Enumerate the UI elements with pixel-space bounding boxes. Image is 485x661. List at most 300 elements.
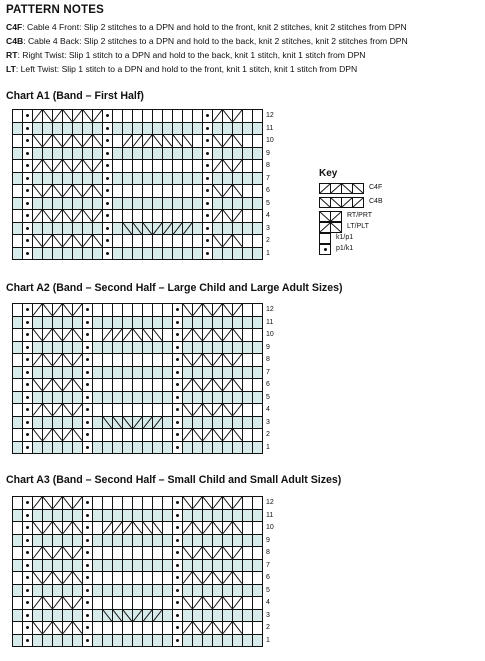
chart-cell <box>163 235 172 247</box>
chart-cell <box>93 379 102 391</box>
purl-dot <box>176 564 179 567</box>
chart-cell <box>13 304 22 316</box>
chart-cell <box>223 572 232 584</box>
chart-cell <box>143 442 152 454</box>
chart-cell <box>133 585 142 597</box>
chart-cell <box>83 417 92 429</box>
row-number: 4 <box>266 406 270 413</box>
chart-cell <box>183 235 192 247</box>
chart-cell <box>163 510 172 522</box>
chart-cell <box>53 497 62 509</box>
twist-symbol <box>43 160 52 172</box>
chart-cell <box>183 173 192 185</box>
chart-cell <box>153 223 162 235</box>
chart-cell <box>163 429 172 441</box>
twist-symbol <box>53 404 62 416</box>
purl-dot <box>206 164 209 167</box>
chart-cell <box>103 198 112 210</box>
chart-cell <box>243 522 252 534</box>
row-number: 10 <box>266 137 274 144</box>
chart-cell <box>73 404 82 416</box>
key-cell <box>320 198 330 207</box>
chart-cell <box>83 585 92 597</box>
twist-symbol <box>123 135 132 147</box>
chart-cell <box>63 248 72 260</box>
row-number: 11 <box>266 318 274 326</box>
chart-cell <box>143 585 152 597</box>
chart-cell <box>123 235 132 247</box>
chart-a1-title: Chart A1 (Band – First Half) <box>6 90 144 102</box>
chart-cell <box>153 304 162 316</box>
chart-cell <box>153 572 162 584</box>
chart-cell <box>123 317 132 329</box>
twist-symbol <box>193 497 202 509</box>
chart-cell <box>193 392 202 404</box>
chart-cell <box>203 497 212 509</box>
twist-symbol <box>113 329 122 341</box>
chart-cell <box>173 248 182 260</box>
twist-symbol <box>183 304 192 316</box>
chart-cell <box>83 223 92 235</box>
twist-symbol <box>233 110 242 122</box>
twist-symbol <box>53 110 62 122</box>
twist-symbol <box>203 547 212 559</box>
chart-cell <box>223 110 232 122</box>
chart-cell <box>193 597 202 609</box>
chart-cell <box>63 404 72 416</box>
twist-symbol <box>33 547 42 559</box>
twist-symbol <box>233 304 242 316</box>
chart-cell <box>93 635 102 647</box>
chart-cell <box>13 547 22 559</box>
chart-cell <box>233 110 242 122</box>
twist-symbol <box>73 135 82 147</box>
twist-symbol <box>203 597 212 609</box>
twist-symbol <box>223 622 232 634</box>
chart-cell <box>103 417 112 429</box>
purl-dot <box>86 421 89 424</box>
chart-cell <box>173 173 182 185</box>
chart-cell <box>223 304 232 316</box>
chart-cell <box>243 610 252 622</box>
chart-cell <box>63 367 72 379</box>
chart-cell <box>23 379 32 391</box>
chart-cell <box>233 185 242 197</box>
chart-cell <box>183 510 192 522</box>
chart-cell <box>243 535 252 547</box>
twist-symbol <box>183 497 192 509</box>
twist-symbol <box>193 622 202 634</box>
chart-cell <box>193 317 202 329</box>
chart-cell <box>123 417 132 429</box>
chart-cell <box>183 560 192 572</box>
row-number: 2 <box>266 237 270 244</box>
chart-cell <box>243 597 252 609</box>
chart-cell <box>183 572 192 584</box>
chart-a2-title: Chart A2 (Band – Second Half – Large Child and Large Adult Sizes) <box>6 282 343 294</box>
purl-dot <box>26 383 29 386</box>
chart-cell <box>93 185 102 197</box>
key-label: LT/PLT <box>347 223 369 230</box>
chart-cell <box>43 304 52 316</box>
purl-dot <box>106 114 109 117</box>
chart-cell <box>153 404 162 416</box>
twist-symbol <box>233 429 242 441</box>
purl-dot <box>106 227 109 230</box>
chart-cell <box>63 317 72 329</box>
chart-cell <box>123 392 132 404</box>
chart-cell <box>233 317 242 329</box>
chart-cell <box>183 610 192 622</box>
chart-cell <box>43 367 52 379</box>
chart-cell <box>223 510 232 522</box>
purl-dot <box>86 576 89 579</box>
chart-cell <box>93 535 102 547</box>
chart-cell <box>73 622 82 634</box>
chart-cell <box>103 497 112 509</box>
chart-cell <box>183 535 192 547</box>
chart-cell <box>233 547 242 559</box>
twist-symbol <box>153 135 162 147</box>
purl-dot <box>106 127 109 130</box>
twist-symbol <box>213 235 222 247</box>
twist-symbol <box>63 597 72 609</box>
chart-cell <box>13 342 22 354</box>
chart-cell <box>113 304 122 316</box>
chart-cell <box>243 497 252 509</box>
chart-cell <box>223 622 232 634</box>
twist-symbol <box>203 304 212 316</box>
chart-cell <box>183 248 192 260</box>
twist-symbol <box>183 379 192 391</box>
chart-cell <box>223 560 232 572</box>
chart-cell <box>103 317 112 329</box>
chart-cell <box>103 304 112 316</box>
twist-symbol <box>73 210 82 222</box>
chart-cell <box>153 342 162 354</box>
chart-cell <box>33 535 42 547</box>
chart-cell <box>23 123 32 135</box>
chart-cell <box>153 535 162 547</box>
chart-cell <box>113 235 122 247</box>
chart-cell <box>223 429 232 441</box>
chart-cell <box>73 110 82 122</box>
chart-cell <box>143 535 152 547</box>
twist-symbol <box>33 622 42 634</box>
chart-cell <box>143 235 152 247</box>
chart-cell <box>63 610 72 622</box>
chart-cell <box>213 497 222 509</box>
chart-cell <box>23 404 32 416</box>
twist-symbol <box>143 522 152 534</box>
row-number: 1 <box>266 636 270 644</box>
chart-cell <box>13 248 22 260</box>
chart-cell <box>103 597 112 609</box>
chart-cell <box>213 392 222 404</box>
twist-symbol <box>53 622 62 634</box>
chart-cell <box>143 597 152 609</box>
chart-cell <box>63 429 72 441</box>
chart-cell <box>153 442 162 454</box>
chart-cell <box>113 547 122 559</box>
twist-symbol <box>93 210 102 222</box>
chart-cell <box>93 417 102 429</box>
chart-cell <box>193 497 202 509</box>
chart-cell <box>173 622 182 634</box>
chart-cell <box>193 510 202 522</box>
chart-cell <box>143 635 152 647</box>
purl-dot <box>206 114 209 117</box>
twist-symbol <box>153 223 162 235</box>
chart-cell <box>33 367 42 379</box>
purl-dot <box>206 202 209 205</box>
chart-cell <box>183 329 192 341</box>
chart-cell <box>103 379 112 391</box>
chart-cell <box>63 560 72 572</box>
twist-symbol <box>123 223 132 235</box>
purl-dot <box>26 114 29 117</box>
row-number: 10 <box>266 331 274 338</box>
key-label: p1/k1 <box>336 245 354 252</box>
chart-cell <box>193 622 202 634</box>
chart-cell <box>233 342 242 354</box>
chart-cell <box>33 198 42 210</box>
chart-cell <box>73 329 82 341</box>
chart-cell <box>163 585 172 597</box>
twist-symbol <box>53 210 62 222</box>
chart-cell <box>253 223 262 235</box>
purl-dot <box>106 152 109 155</box>
chart-cell <box>193 367 202 379</box>
chart-cell <box>133 522 142 534</box>
chart-cell <box>193 110 202 122</box>
chart-cell <box>153 379 162 391</box>
chart-cell <box>13 635 22 647</box>
purl-dot <box>206 177 209 180</box>
chart-cell <box>93 610 102 622</box>
chart-cell <box>113 510 122 522</box>
chart-cell <box>123 510 132 522</box>
chart-cell <box>193 160 202 172</box>
twist-symbol <box>33 235 42 247</box>
chart-cell <box>253 248 262 260</box>
chart-cell <box>223 417 232 429</box>
twist-symbol <box>83 110 92 122</box>
chart-cell <box>213 622 222 634</box>
chart-cell <box>33 135 42 147</box>
chart-cell <box>143 547 152 559</box>
chart-cell <box>163 248 172 260</box>
twist-symbol <box>73 304 82 316</box>
chart-cell <box>23 622 32 634</box>
chart-cell <box>233 585 242 597</box>
chart-cell <box>143 123 152 135</box>
twist-symbol <box>133 610 142 622</box>
chart-cell <box>13 198 22 210</box>
chart-cell <box>243 329 252 341</box>
chart-cell <box>23 510 32 522</box>
chart-cell <box>253 417 262 429</box>
chart-cell <box>143 248 152 260</box>
twist-symbol <box>73 497 82 509</box>
purl-dot <box>26 177 29 180</box>
twist-symbol <box>43 379 52 391</box>
chart-cell <box>223 535 232 547</box>
chart-cell <box>93 622 102 634</box>
chart-cell <box>253 135 262 147</box>
twist-symbol <box>73 597 82 609</box>
purl-dot <box>176 601 179 604</box>
twist-symbol <box>213 354 222 366</box>
chart-cell <box>183 392 192 404</box>
chart-cell <box>33 392 42 404</box>
chart-cell <box>213 317 222 329</box>
purl-dot <box>26 396 29 399</box>
chart-cell <box>73 235 82 247</box>
chart-cell <box>183 417 192 429</box>
purl-dot <box>26 539 29 542</box>
twist-symbol <box>143 223 152 235</box>
chart-cell <box>163 304 172 316</box>
chart-cell <box>113 622 122 634</box>
chart-cell <box>123 597 132 609</box>
chart-cell <box>233 198 242 210</box>
chart-cell <box>83 535 92 547</box>
chart-cell <box>93 585 102 597</box>
chart-cell <box>173 635 182 647</box>
key-cell <box>353 198 363 207</box>
chart-cell <box>43 342 52 354</box>
key-cell <box>331 198 341 207</box>
chart-cell <box>123 198 132 210</box>
twist-symbol <box>123 329 132 341</box>
chart-cell <box>183 304 192 316</box>
chart-cell <box>183 622 192 634</box>
chart-cell <box>83 304 92 316</box>
chart-cell <box>183 110 192 122</box>
chart-cell <box>23 160 32 172</box>
chart-cell <box>253 304 262 316</box>
chart-cell <box>23 317 32 329</box>
chart-cell <box>203 622 212 634</box>
twist-symbol <box>53 547 62 559</box>
chart-cell <box>33 510 42 522</box>
twist-symbol <box>233 497 242 509</box>
twist-symbol <box>73 379 82 391</box>
row-number: 6 <box>266 574 270 581</box>
twist-symbol <box>73 354 82 366</box>
chart-cell <box>143 379 152 391</box>
purl-dot <box>26 576 29 579</box>
chart-cell <box>193 329 202 341</box>
chart-cell <box>133 547 142 559</box>
chart-cell <box>203 547 212 559</box>
chart-cell <box>153 317 162 329</box>
chart-cell <box>163 404 172 416</box>
chart-cell <box>173 535 182 547</box>
note-abbr: C4B <box>6 36 24 46</box>
chart-cell <box>243 622 252 634</box>
chart-cell <box>173 417 182 429</box>
chart-cell <box>153 610 162 622</box>
row-number: 8 <box>266 356 270 363</box>
twist-symbol <box>143 329 152 341</box>
twist-symbol <box>183 522 192 534</box>
chart-cell <box>243 210 252 222</box>
chart-cell <box>153 622 162 634</box>
chart-cell <box>203 597 212 609</box>
chart-cell <box>133 392 142 404</box>
chart-cell <box>183 547 192 559</box>
purl-dot <box>176 501 179 504</box>
chart-cell <box>63 522 72 534</box>
chart-cell <box>63 442 72 454</box>
chart-cell <box>253 123 262 135</box>
chart-cell <box>243 635 252 647</box>
purl-dot <box>86 358 89 361</box>
chart-cell <box>63 198 72 210</box>
chart-cell <box>173 547 182 559</box>
chart-cell <box>53 622 62 634</box>
chart-cell <box>33 123 42 135</box>
chart-cell <box>233 510 242 522</box>
chart-cell <box>163 123 172 135</box>
twist-symbol <box>113 522 122 534</box>
key-cell <box>331 223 341 232</box>
chart-cell <box>153 392 162 404</box>
row-number: 6 <box>266 187 270 194</box>
chart-cell <box>243 198 252 210</box>
chart-cell <box>63 235 72 247</box>
chart-cell <box>153 547 162 559</box>
chart-cell <box>153 110 162 122</box>
purl-dot <box>26 601 29 604</box>
chart-cell <box>113 354 122 366</box>
chart-cell <box>183 223 192 235</box>
chart-cell <box>123 354 132 366</box>
purl-dot <box>26 164 29 167</box>
chart-cell <box>213 223 222 235</box>
twist-symbol <box>103 417 112 429</box>
twist-symbol <box>123 610 132 622</box>
chart-cell <box>33 148 42 160</box>
chart-cell <box>183 135 192 147</box>
twist-symbol <box>223 235 232 247</box>
chart-a2-grid <box>12 303 263 454</box>
chart-cell <box>133 342 142 354</box>
chart-cell <box>173 597 182 609</box>
purl-dot <box>86 639 89 642</box>
twist-symbol <box>213 160 222 172</box>
twist-symbol <box>63 622 72 634</box>
chart-cell <box>153 123 162 135</box>
chart-cell <box>23 585 32 597</box>
chart-cell <box>193 585 202 597</box>
chart-cell <box>63 123 72 135</box>
chart-cell <box>253 317 262 329</box>
chart-cell <box>73 173 82 185</box>
purl-dot <box>176 421 179 424</box>
chart-cell <box>103 547 112 559</box>
twist-symbol <box>233 135 242 147</box>
chart-cell <box>43 123 52 135</box>
chart-cell <box>213 198 222 210</box>
chart-cell <box>93 392 102 404</box>
chart-cell <box>213 379 222 391</box>
chart-cell <box>223 198 232 210</box>
chart-cell <box>153 417 162 429</box>
chart-cell <box>43 392 52 404</box>
